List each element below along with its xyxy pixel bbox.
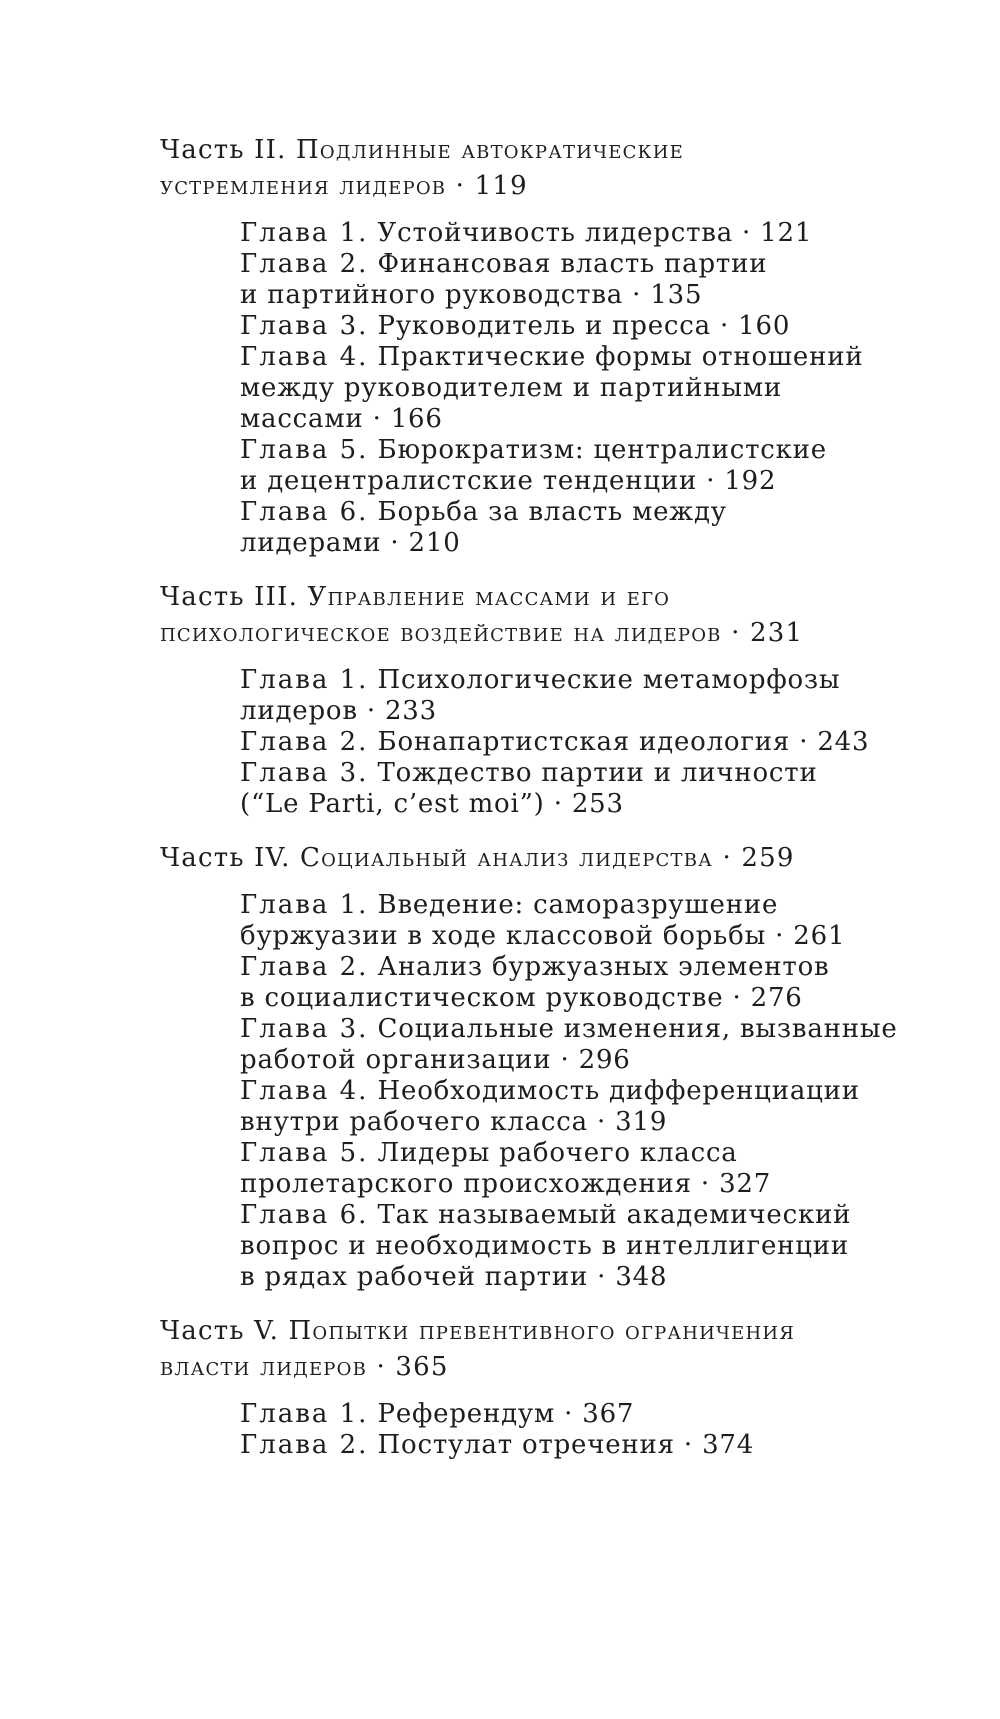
chapter-title-text: пролетарского происхождения · 327 <box>240 1169 772 1199</box>
chapter-label: Глава 2. <box>240 952 369 982</box>
chapter-line <box>240 497 980 528</box>
chapter-line <box>240 1231 980 1262</box>
toc-chapter-entry[interactable] <box>240 1014 980 1076</box>
chapter-line <box>240 1138 980 1169</box>
chapter-label: Глава 2. <box>240 727 369 757</box>
table-of-contents <box>160 132 980 1481</box>
chapter-title-text: Финансовая власть партии <box>377 249 768 279</box>
part-heading[interactable] <box>160 1313 980 1385</box>
chapter-title-text: Бонапартистская идеология · 243 <box>377 727 870 757</box>
chapter-title-text: и децентралистские тенденции · 192 <box>240 466 777 496</box>
chapter-line <box>240 311 980 342</box>
chapter-title-text: Практические формы отношений <box>377 342 864 372</box>
chapter-line <box>240 1045 980 1076</box>
chapter-label: Глава 1. <box>240 1399 369 1429</box>
part-heading-line <box>160 1313 980 1349</box>
chapter-line <box>240 404 980 435</box>
toc-chapter-entry[interactable] <box>240 1200 980 1293</box>
part-heading-line <box>160 615 980 651</box>
toc-chapter-entry[interactable] <box>240 1399 980 1430</box>
chapter-line <box>240 789 980 820</box>
chapter-label: Глава 5. <box>240 1138 369 1168</box>
chapter-title-text: Борьба за власть между <box>377 497 727 527</box>
chapter-line <box>240 280 980 311</box>
part-heading-line <box>160 168 980 204</box>
chapter-line <box>240 218 980 249</box>
chapter-title-text: работой организации · 296 <box>240 1045 631 1075</box>
chapter-line <box>240 1076 980 1107</box>
toc-part <box>160 1313 980 1461</box>
chapter-title-text: Тождество партии и личности <box>377 758 818 788</box>
chapter-line <box>240 1200 980 1231</box>
chapter-line <box>240 983 980 1014</box>
chapter-title-text: и партийного руководства · 135 <box>240 280 703 310</box>
chapter-title-text: буржуазии в ходе классовой борьбы · 261 <box>240 921 846 951</box>
chapter-title-text: Анализ буржуазных элементов <box>377 952 830 982</box>
part-title-text: власти лидеров · 365 <box>160 1352 449 1382</box>
chapter-label: Глава 1. <box>240 218 369 248</box>
chapter-line <box>240 1014 980 1045</box>
chapter-title-text: Психологические метаморфозы <box>377 665 841 695</box>
chapter-label: Глава 2. <box>240 1430 369 1460</box>
toc-chapter-entry[interactable] <box>240 435 980 497</box>
chapter-line <box>240 435 980 466</box>
chapter-title-text: Социальные изменения, вызванные <box>377 1014 898 1044</box>
part-heading[interactable] <box>160 840 980 876</box>
part-label: Часть II. <box>160 135 287 165</box>
chapter-line <box>240 921 980 952</box>
toc-chapter-entry[interactable] <box>240 342 980 435</box>
part-label: Часть III. <box>160 582 299 612</box>
toc-chapter-entry[interactable] <box>240 758 980 820</box>
chapter-line <box>240 758 980 789</box>
chapter-title-text: Лидеры рабочего класса <box>377 1138 738 1168</box>
chapter-title-text: (“Le Parti, c’est moi”) · 253 <box>240 789 624 819</box>
chapter-line <box>240 665 980 696</box>
toc-chapter-entry[interactable] <box>240 249 980 311</box>
chapter-title-text: Так называемый академический <box>377 1200 852 1230</box>
chapter-label: Глава 3. <box>240 1014 369 1044</box>
chapter-line <box>240 373 980 404</box>
chapter-label: Глава 4. <box>240 342 369 372</box>
toc-chapter-entry[interactable] <box>240 1076 980 1138</box>
chapter-label: Глава 1. <box>240 890 369 920</box>
chapter-line <box>240 1399 980 1430</box>
chapter-title-text: Бюрократизм: централистские <box>377 435 827 465</box>
part-heading[interactable] <box>160 132 980 204</box>
chapter-title-text: лидеров · 233 <box>240 696 437 726</box>
chapter-line <box>240 528 980 559</box>
part-title-text: Попытки превентивного ограничения <box>288 1316 796 1346</box>
chapter-title-text: между руководителем и партийными <box>240 373 783 403</box>
chapter-title-text: Устойчивость лидерства · 121 <box>377 218 813 248</box>
chapter-line <box>240 952 980 983</box>
toc-chapter-entry[interactable] <box>240 1138 980 1200</box>
toc-chapter-entry[interactable] <box>240 952 980 1014</box>
chapter-label: Глава 2. <box>240 249 369 279</box>
chapter-title-text: массами · 166 <box>240 404 443 434</box>
chapter-title-text: Руководитель и пресса · 160 <box>377 311 791 341</box>
toc-part <box>160 579 980 820</box>
chapter-line <box>240 727 980 758</box>
chapter-title-text: Введение: саморазрушение <box>377 890 779 920</box>
toc-part <box>160 132 980 559</box>
part-heading[interactable] <box>160 579 980 651</box>
chapter-title-text: вопрос и необходимость в интеллигенции <box>240 1231 850 1261</box>
chapter-line <box>240 342 980 373</box>
part-title-text: Подлинные автократические <box>296 135 684 165</box>
chapter-label: Глава 3. <box>240 758 369 788</box>
chapter-label: Глава 6. <box>240 497 369 527</box>
part-heading-line <box>160 579 980 615</box>
part-label: Часть V. <box>160 1316 280 1346</box>
chapter-line <box>240 1107 980 1138</box>
chapter-line <box>240 890 980 921</box>
chapter-label: Глава 4. <box>240 1076 369 1106</box>
chapter-line <box>240 466 980 497</box>
chapter-title-text: Постулат отречения · 374 <box>377 1430 755 1460</box>
chapter-label: Глава 6. <box>240 1200 369 1230</box>
part-title-text: устремления лидеров · 119 <box>160 171 528 201</box>
chapter-line <box>240 249 980 280</box>
toc-chapter-entry[interactable] <box>240 727 980 758</box>
chapter-line <box>240 1169 980 1200</box>
chapter-title-text: Референдум · 367 <box>377 1399 635 1429</box>
chapter-label: Глава 3. <box>240 311 369 341</box>
toc-chapter-entry[interactable] <box>240 665 980 727</box>
chapter-title-text: в социалистическом руководстве · 276 <box>240 983 803 1013</box>
part-heading-line <box>160 840 980 876</box>
chapter-line <box>240 1430 980 1461</box>
toc-part <box>160 840 980 1293</box>
chapter-title-text: в рядах рабочей партии · 348 <box>240 1262 668 1292</box>
chapter-line <box>240 696 980 727</box>
toc-chapter-entry[interactable] <box>240 218 980 249</box>
part-title-text: Управление массами и его <box>307 582 671 612</box>
part-heading-line <box>160 132 980 168</box>
part-label: Часть IV. <box>160 843 291 873</box>
toc-chapter-entry[interactable] <box>240 497 980 559</box>
chapter-title-text: внутри рабочего класса · 319 <box>240 1107 668 1137</box>
chapter-label: Глава 5. <box>240 435 369 465</box>
chapter-title-text: лидерами · 210 <box>240 528 461 558</box>
chapter-label: Глава 1. <box>240 665 369 695</box>
toc-chapter-entry[interactable] <box>240 890 980 952</box>
chapter-line <box>240 1262 980 1293</box>
part-heading-line <box>160 1349 980 1385</box>
chapter-title-text: Необходимость дифференциации <box>377 1076 860 1106</box>
part-title-text: Социальный анализ лидерства · 259 <box>300 843 795 873</box>
toc-chapter-entry[interactable] <box>240 1430 980 1461</box>
part-title-text: психологическое воздействие на лидеров · 231 <box>160 618 804 648</box>
toc-chapter-entry[interactable] <box>240 311 980 342</box>
